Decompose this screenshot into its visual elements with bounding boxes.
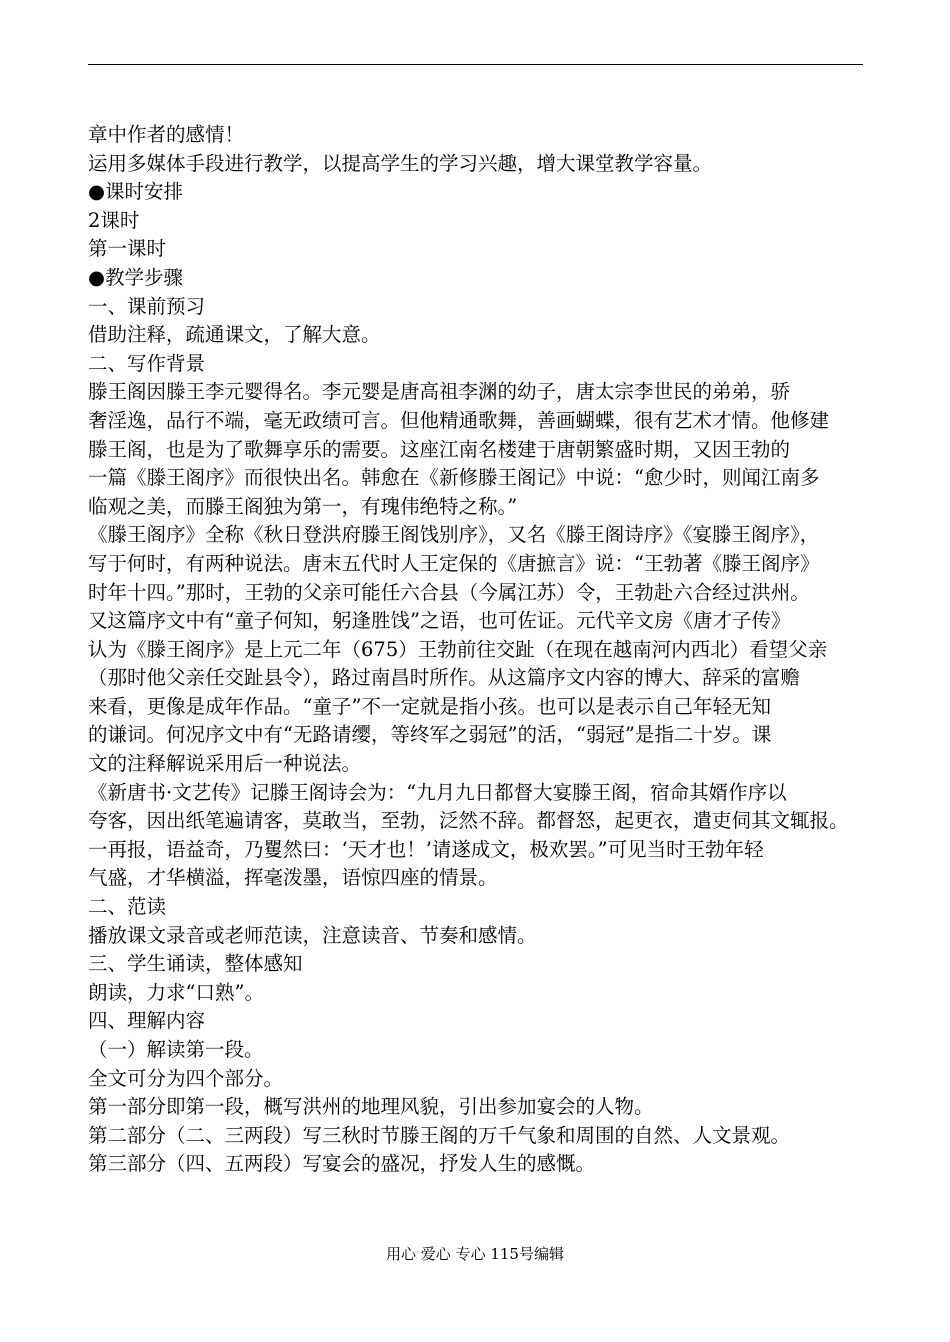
text-line: 全文可分为四个部分。 [88, 1066, 284, 1090]
text-line: 《滕王阁序》全称《秋日登洪府滕王阁饯别序》，又名《滕王阁诗序》《宴滕王阁序》， [88, 523, 820, 547]
text-line: 2课时 [88, 208, 140, 232]
text-line: 一再报，语益奇，乃矍然曰：‘天才也！’请遂成文，极欢罢。”可见当时王勃年轻 [88, 837, 764, 861]
text-line: 来看，更像是成年作品。“童子”不一定就是指小孩。也可以是表示自己年轻无知 [88, 694, 771, 718]
text-line: 一篇《滕王阁序》而很快出名。韩愈在《新修滕王阁记》中说：“愈少时，则闻江南多 [88, 466, 820, 490]
document-body [88, 121, 878, 1179]
text-line: 第三部分（四、五两段）写宴会的盛况，抒发人生的感慨。 [88, 1152, 596, 1176]
text-line: 第一课时 [88, 237, 167, 261]
text-line: 滕王阁因滕王李元婴得名。李元婴是唐高祖李渊的幼子，唐太宗李世民的弟弟，骄 [88, 380, 791, 404]
text-line: 时年十四。”那时，王勃的父亲可能任六合县（今属江苏）令，王勃赴六合经过洪州。 [88, 580, 810, 604]
text-line: 又这篇序文中有“童子何知，躬逢胜饯”之语，也可佐证。元代辛文房《唐才子传》 [88, 609, 791, 633]
section-heading: 三、学生诵读，整体感知 [88, 952, 303, 976]
text-line: 第二部分（二、三两段）写三秋时节滕王阁的万千气象和周围的自然、人文景观。 [88, 1123, 791, 1147]
text-line: 章中作者的感情！ [88, 123, 245, 146]
text-line: 滕王阁，也是为了歌舞享乐的需要。这座江南名楼建于唐朝繁盛时期，又因王勃的 [88, 437, 791, 461]
text-line: 《新唐书·文艺传》记滕王阁诗会为：“九月九日都督大宴滕王阁，宿命其婿作序以 [88, 780, 787, 804]
section-heading: 四、理解内容 [88, 1009, 206, 1033]
section-heading: ●教学步骤 [88, 265, 184, 289]
text-line: 气盛，才华横溢，挥毫泼墨，语惊四座的情景。 [88, 866, 498, 890]
header-rule [88, 64, 863, 65]
section-heading: ●课时安排 [88, 180, 184, 204]
text-line: （那时他父亲任交趾县令），路过南昌时所作。从这篇序文内容的博大、辞采的富赡 [88, 666, 800, 690]
page-footer: 用心 爱心 专心 115号编辑 [386, 1245, 564, 1263]
text-line: 文的注释解说采用后一种说法。 [88, 752, 362, 776]
text-line: 的谦词。何况序文中有“无路请缨，等终军之弱冠”的活，“弱冠”是指二十岁。课 [88, 723, 772, 747]
text-line: （一）解读第一段。 [88, 1038, 264, 1061]
text-line: 播放课文录音或老师范读，注意读音、节奏和感情。 [88, 923, 537, 947]
text-line: 借助注释，疏通课文，了解大意。 [88, 323, 381, 347]
text-line: 第一部分即第一段，概写洪州的地理风貌，引出参加宴会的人物。 [88, 1095, 654, 1119]
text-line: 写于何时，有两种说法。唐末五代时人王定保的《唐摭言》说：“王勃著《滕王阁序》 [88, 551, 820, 575]
text-line: 临观之美，而滕王阁独为第一，有瑰伟绝特之称。” [88, 494, 518, 518]
text-line: 认为《滕王阁序》是上元二年（675）王勃前往交趾（在现在越南河内西北）看望父亲 [88, 637, 828, 661]
section-heading: 二、范读 [88, 895, 167, 919]
section-heading: 一、课前预习 [88, 294, 206, 318]
text-line: 奢淫逸，品行不端，毫无政绩可言。但他精通歌舞，善画蝴蝶，很有艺术才情。他修建 [88, 408, 830, 432]
text-line: 朗读，力求“口熟”。 [88, 980, 264, 1004]
section-heading: 二、写作背景 [88, 351, 206, 375]
text-line: 夸客，因出纸笔遍请客，莫敢当，至勃，泛然不辞。都督怒，起更衣，遣吏伺其文辄报。 [88, 809, 849, 833]
text-line: 运用多媒体手段进行教学，以提高学生的学习兴趣，增大课堂教学容量。 [88, 151, 713, 175]
